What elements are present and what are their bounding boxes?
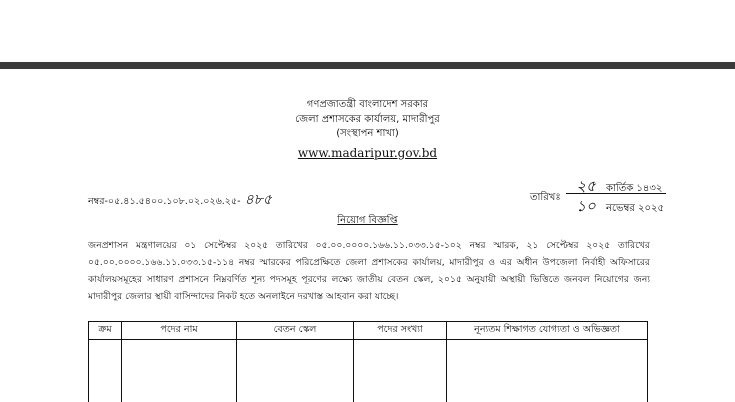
memo-handwritten-number: ৪৮৫: [245, 192, 272, 208]
section-title: (সংস্থাপন শাখা): [0, 127, 735, 140]
bangla-month-year: কার্তিক ১৪৩২: [606, 181, 662, 198]
table-header-row: [89, 322, 648, 340]
table-cell: [237, 340, 354, 402]
gregorian-month-year: নভেম্বর ২০২৫: [606, 201, 664, 218]
memo-prefix: নম্বর-০৫.৪১.৫৪০০.১০৮.০২.০২৬.২৫-: [88, 196, 241, 207]
col-post-count: পদের সংখ্যা: [354, 322, 447, 340]
document-page: [0, 69, 735, 400]
table-cell: [89, 340, 122, 402]
bangla-date: [566, 175, 666, 192]
table-cell: [447, 340, 648, 402]
bangla-day: ২৫: [566, 175, 606, 200]
website-link[interactable]: www.madaripur.gov.bd: [298, 146, 437, 160]
header-rule: [0, 62, 735, 69]
table-row: [89, 340, 648, 402]
date-label: তারিখঃ: [530, 190, 561, 207]
col-qualification: নূন্যতম শিক্ষাগত যোগ্যতা ও অভিজ্ঞতা: [447, 322, 648, 340]
govt-title: গণপ্রজাতন্ত্রী বাংলাদেশ সরকার: [0, 98, 735, 111]
top-bar: [0, 0, 735, 62]
col-serial: ক্রম: [89, 322, 122, 340]
table-cell: [122, 340, 237, 402]
col-pay-scale: বেতন স্কেল: [237, 322, 354, 340]
posts-table: [88, 321, 648, 402]
table-cell: [354, 340, 447, 402]
body-paragraph: জনপ্রশাসন মন্ত্রণালয়ের ০১ সেপ্টেম্বর ২০২৫ তারিখের ০৫.০০.০০০০.১৬৬.১১.০৩৩.১৫-১০২ নম্বর স্মারক, ২১ সেপ্টেম্বর ২০২৫ তারিখের ০৫.০০.০০০০.১৬৬.১১.০৩৩.১৫-১১৪ নম্বর স্মারকের পরিপ্রেক্ষিতে জেলা প্রশাসকের কার্যালয়, মাদারীপুর ও এর অধীন উপজেলা নির্বাহী অফিসারের কার্যালয়সমূহের সাধারণ প্রশাসনে নিম্নবর্ণিত শূন্য পদসমূহ পূরণের লক্ষ্যে জাতীয় বেতন স্কেল, ২০১৫ অনুযায়ী অস্থায়ী ভিত্তিতে জনবল নিয়োগের জন্য মাদারীপুর জেলার স্থায়ী বাসিন্দাদের নিকট হতে অনলাইনে দরখাস্ত আহবান করা যাচ্ছে।: [88, 237, 650, 305]
office-title: জেলা প্রশাসকের কার্যালয়, মাদারীপুর: [0, 113, 735, 126]
col-post-name: পদের নাম: [122, 322, 237, 340]
gregorian-day: ১০: [566, 195, 606, 220]
notice-title-text: নিয়োগ বিজ্ঞপ্তি: [337, 215, 397, 226]
website-line: [0, 147, 735, 160]
notice-title: [0, 213, 735, 230]
date-block: [566, 175, 666, 212]
memo-number: [88, 188, 272, 212]
